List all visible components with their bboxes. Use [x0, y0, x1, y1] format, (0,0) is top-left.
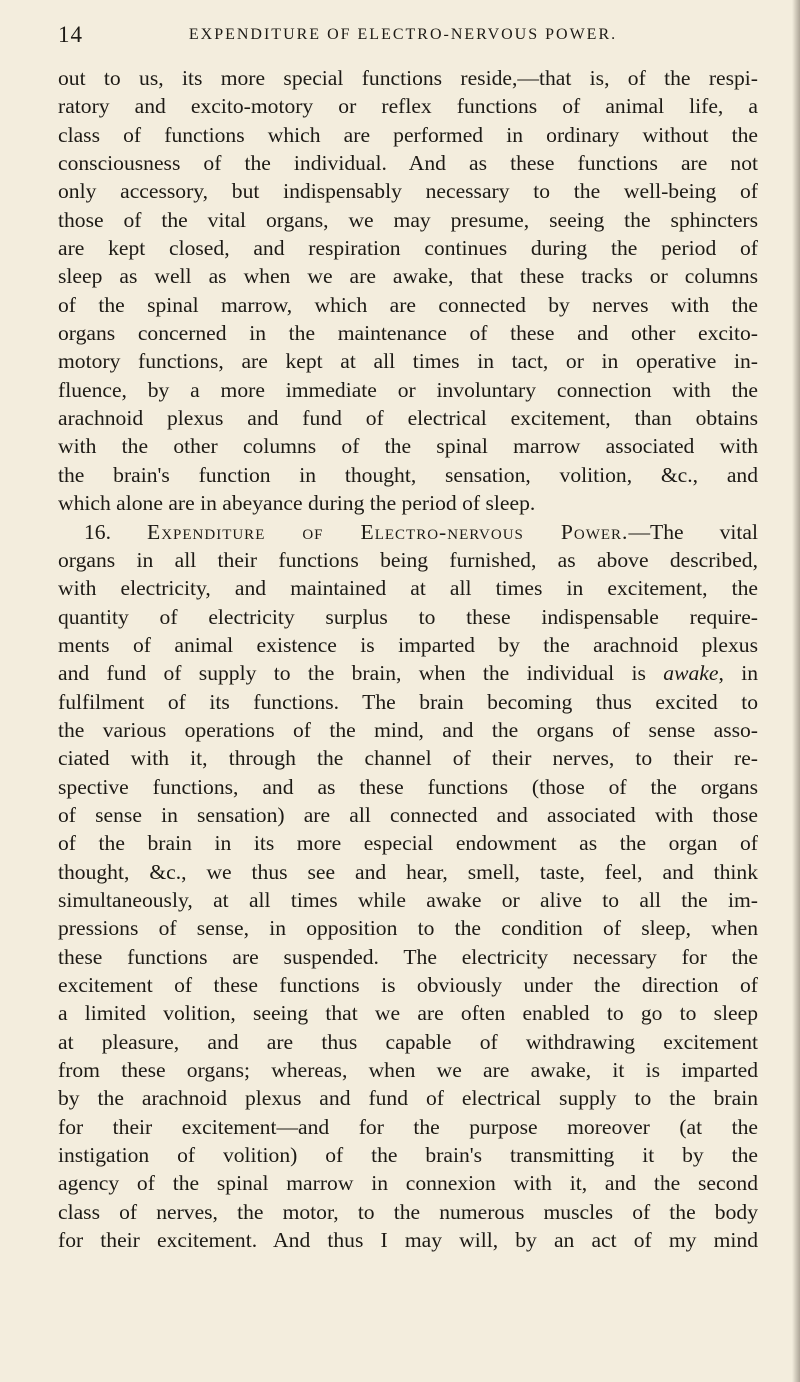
text-line: only accessory, but indispensably necessary to the well-being of [58, 179, 758, 204]
text-line: quantity of electricity surplus to these indispensable require- [58, 604, 758, 629]
text-line: by the arachnoid plexus and fund of electrical supply to the brain [58, 1086, 758, 1111]
running-head [58, 22, 748, 52]
text-line: instigation of volition) of the brain's transmitting it by the [58, 1143, 758, 1168]
text-line: with the other columns of the spinal marrow associated with [58, 434, 758, 459]
text-line: are kept closed, and respiration continues during the period of [58, 236, 758, 261]
section-heading-line [58, 518, 758, 546]
text-line: which alone are in abeyance during the period of sleep. [58, 491, 536, 516]
text-line: spective functions, and as these functions (those of the organs [58, 774, 758, 799]
text-line: the various operations of the mind, and the organs of sense asso- [58, 717, 758, 742]
text-line [58, 659, 758, 687]
text-line: class of nerves, the motor, to the numerous muscles of the body [58, 1199, 758, 1224]
awake-line-before: and fund of supply to the brain, when the individual is [58, 661, 664, 686]
text-line: excitement of these functions is obviously under the direction of [58, 973, 758, 997]
text-line: those of the vital organs, we may presume, seeing the sphincters [58, 207, 758, 232]
text-line: consciousness of the individual. And as these functions are not [58, 151, 758, 176]
page-edge-shadow [792, 0, 800, 1382]
text-line: for their excitement. And thus I may will, by an act of my mind [58, 1228, 758, 1253]
text-line: with electricity, and maintained at all times in excitement, the [58, 576, 758, 601]
awake-line-after: , in [718, 661, 758, 686]
text-line: sleep as well as when we are awake, that these tracks or columns [58, 264, 758, 289]
text-line: class of functions which are performed in ordinary without the [58, 122, 758, 147]
section-first-line-rest: —The vital [628, 519, 758, 544]
text-line: from these organs; whereas, when we are awake, it is imparted [58, 1058, 758, 1083]
section-number: 16. [84, 519, 111, 544]
text-line: ments of animal existence is imparted by the arachnoid plexus [58, 632, 758, 657]
text-line: of the spinal marrow, which are connected by nerves with the [58, 292, 758, 317]
text-line: organs concerned in the maintenance of these and other excito- [58, 321, 758, 346]
text-line: the brain's function in thought, sensation, volition, &c., and [58, 462, 758, 487]
text-line: a limited volition, seeing that we are often enabled to go to sleep [58, 1001, 758, 1026]
text-line: these functions are suspended. The electricity necessary for the [58, 944, 758, 969]
page-number: 14 [58, 22, 83, 47]
text-line: arachnoid plexus and fund of electrical excitement, than obtains [58, 406, 758, 431]
section-heading: Expenditure of Electro-nervous Power. [147, 519, 629, 544]
awake-word: awake [663, 661, 719, 686]
text-line: of the brain in its more especial endowment as the organ of [58, 831, 758, 856]
text-line: pressions of sense, in opposition to the condition of sleep, when [58, 916, 758, 941]
text-line: at pleasure, and are thus capable of withdrawing excitement [58, 1029, 758, 1054]
text-line: thought, &c., we thus see and hear, smell, taste, feel, and think [58, 859, 758, 884]
text-line: organs in all their functions being furnished, as above described, [58, 547, 758, 572]
text-line: ratory and excito-motory or reflex functions of animal life, a [58, 94, 758, 119]
text-line: of sense in sensation) are all connected and associated with those [58, 802, 758, 827]
text-line: for their excitement—and for the purpose moreover (at the [58, 1114, 758, 1139]
running-title: EXPENDITURE OF ELECTRO-NERVOUS POWER. [188, 26, 618, 43]
body-text [58, 64, 758, 1254]
text-line: fluence, by a more immediate or involuntary connection with the [58, 377, 758, 402]
text-line: motory functions, are kept at all times in tact, or in operative in- [58, 349, 758, 374]
text-line: out to us, its more special functions reside,—that is, of the respi- [58, 66, 758, 90]
text-line: simultaneously, at all times while awake or alive to all the im- [58, 887, 758, 912]
text-line: agency of the spinal marrow in connexion with it, and the second [58, 1171, 758, 1196]
text-line: ciated with it, through the channel of their nerves, to their re- [58, 746, 758, 771]
text-line: fulfilment of its functions. The brain becoming thus excited to [58, 689, 758, 714]
